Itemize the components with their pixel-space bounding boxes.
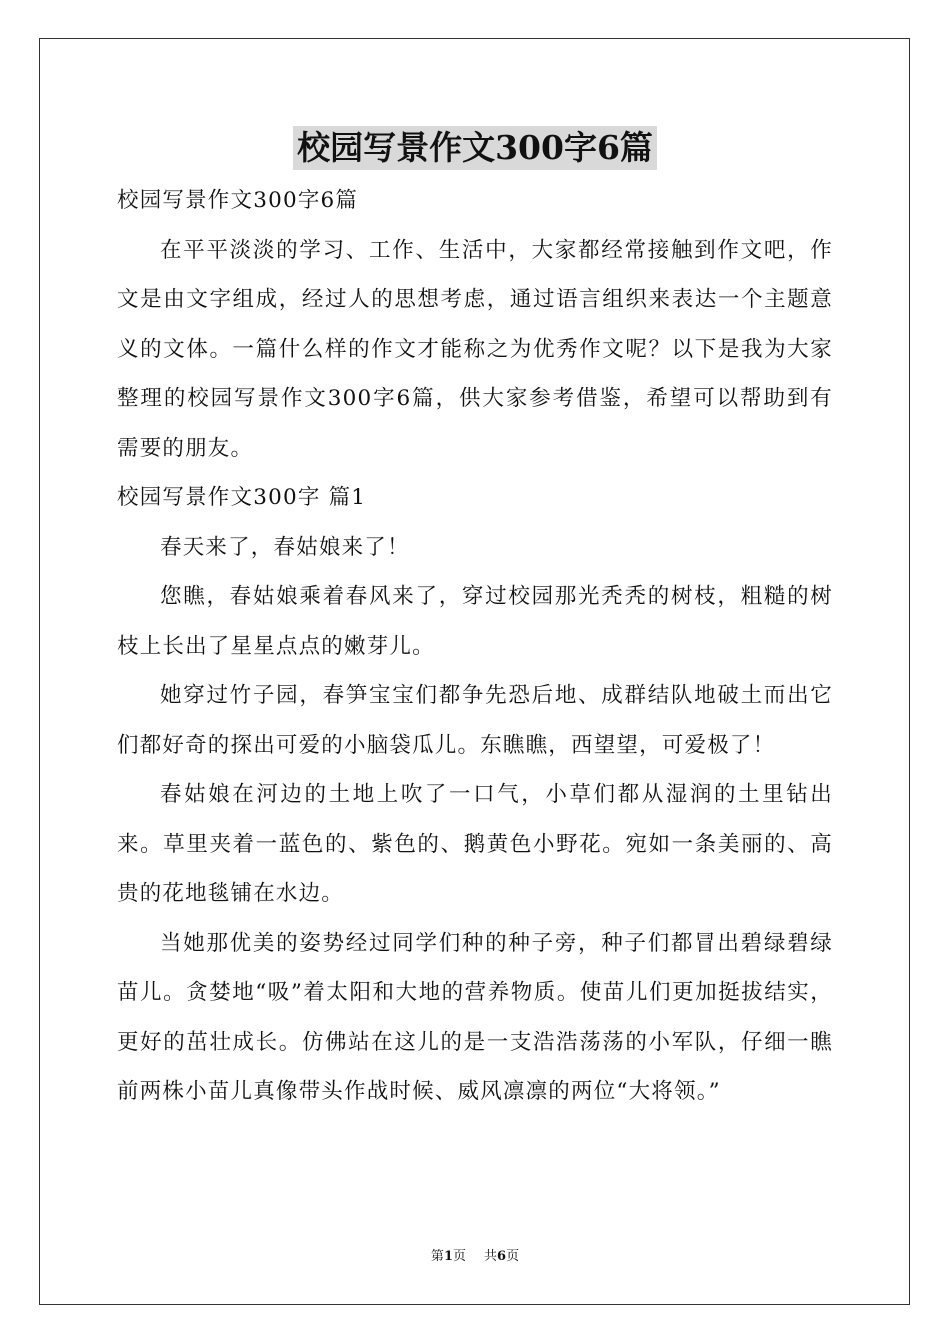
page-suffix: 页 xyxy=(452,1249,466,1264)
body-paragraph: 春天来了，春姑娘来了！ xyxy=(160,534,410,560)
intro-paragraph: 在平平淡淡的学习、工作、生活中，大家都经常接触到作文吧，作文是由文字组成，经过人的思想考虑，通过语言组织来表达一个主题意义的文体。一篇什么样的作文才能称之为优秀作文呢？以下是我为大家整理的校园写景作文300字6篇，供大家参考借鉴，希望可以帮助到有需要的朋友。 xyxy=(117,237,833,461)
page-footer xyxy=(0,1248,950,1266)
page-prefix: 第 xyxy=(430,1249,444,1264)
total-prefix: 共 xyxy=(484,1249,498,1264)
page-current: 1 xyxy=(443,1249,453,1264)
title-container xyxy=(0,126,950,170)
body-paragraph: 她穿过竹子园，春笋宝宝们都争先恐后地、成群结队地破土而出它们都好奇的探出可爱的小脑袋瓜儿。东瞧瞧，西望望，可爱极了！ xyxy=(117,683,833,758)
body-paragraph: 春姑娘在河边的土地上吹了一口气，小草们都从湿润的土里钻出来。草里夹着一蓝色的、紫色的、鹅黄色小野花。宛如一条美丽的、高贵的花地毯铺在水边。 xyxy=(117,782,833,906)
body-paragraph: 您瞧，春姑娘乘着春风来了，穿过校园那光秃秃的树枝，粗糙的树枝上长出了星星点点的嫩芽儿。 xyxy=(117,584,833,659)
document-title: 校园写景作文300字6篇 xyxy=(293,126,657,170)
section-heading: 校园写景作文300字 篇1 xyxy=(117,485,367,510)
page-total: 6 xyxy=(497,1249,507,1264)
body-paragraph: 当她那优美的姿势经过同学们种的种子旁，种子们都冒出碧绿碧绿苗儿。贪婪地“吸”着太阳和大地的营养物质。使苗儿们更加挺拔结实，更好的茁壮成长。仿佛站在这儿的是一支浩浩荡荡的小军队，仔细一瞧前两株小苗儿真像带头作战时候、威风凛凛的两位“大将领。” xyxy=(117,930,833,1104)
document-body xyxy=(117,176,833,1117)
subtitle-line: 校园写景作文300字6篇 xyxy=(117,188,359,213)
total-suffix: 页 xyxy=(506,1249,520,1264)
